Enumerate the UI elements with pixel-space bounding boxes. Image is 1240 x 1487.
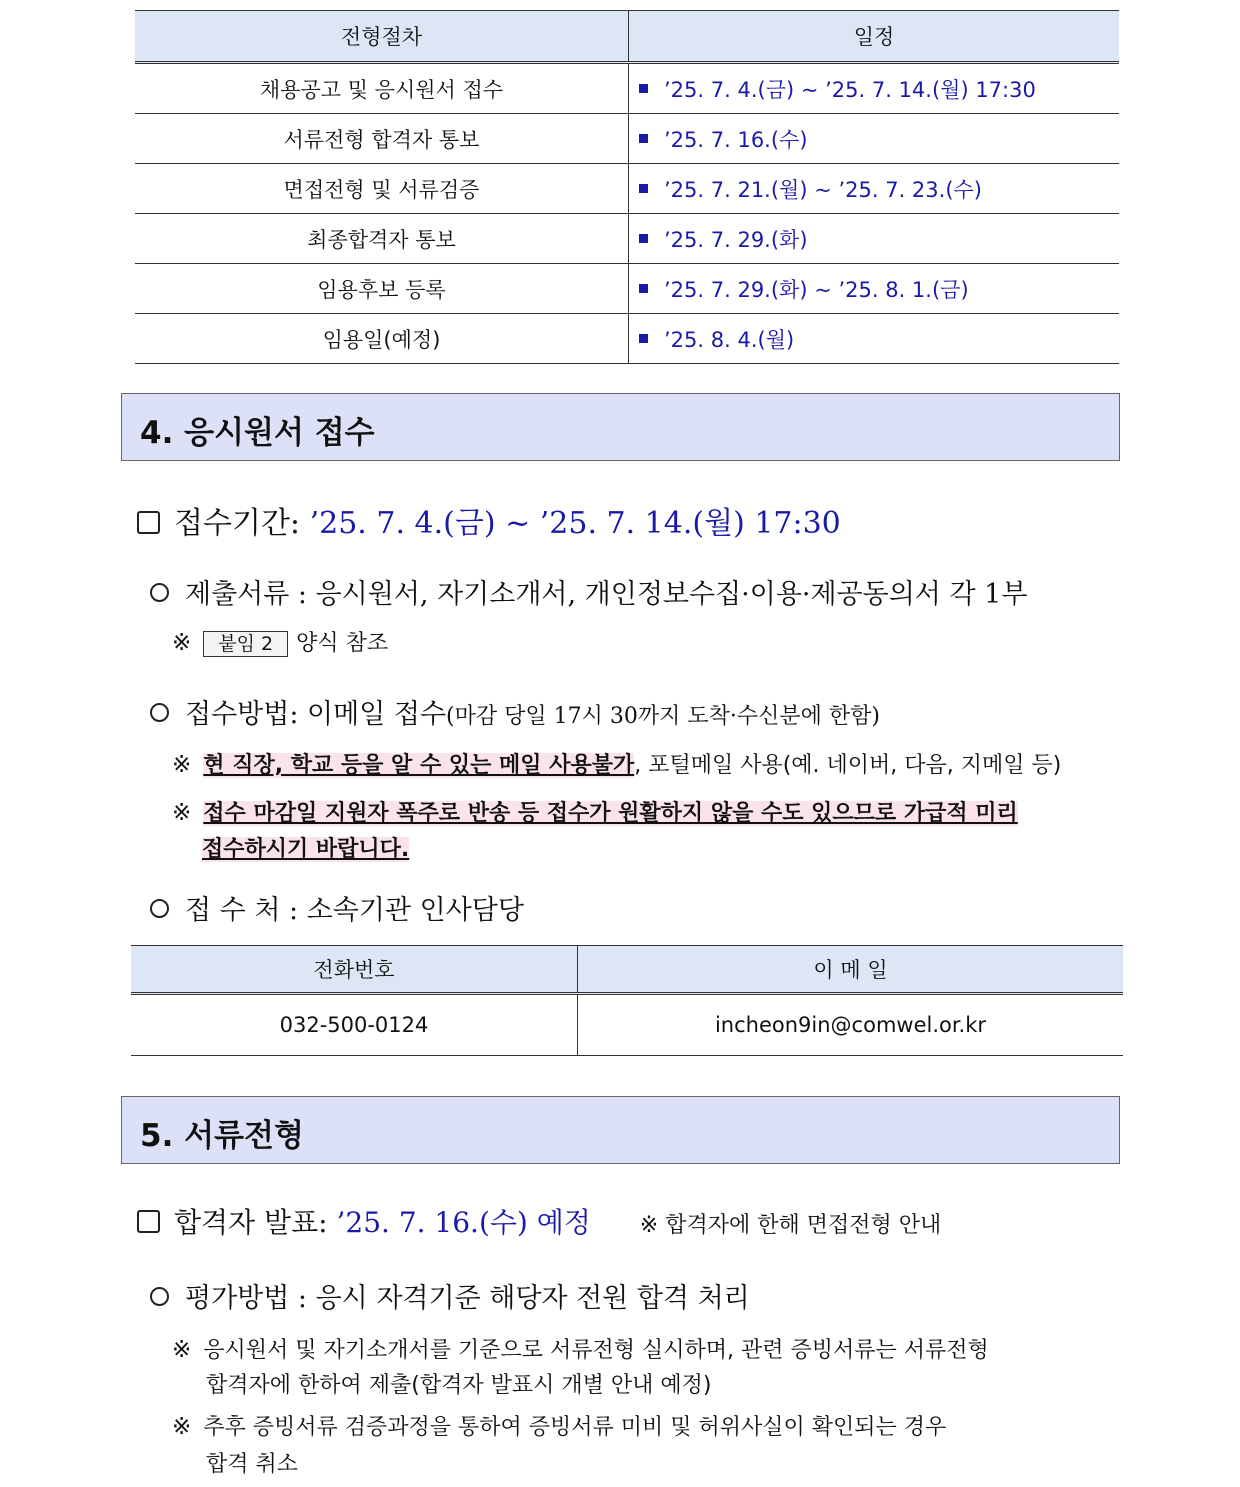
attachment-badge: 붙임 2 [203, 631, 288, 657]
square-bullet-icon [639, 284, 648, 293]
contact-header-email: 이 메 일 [578, 946, 1124, 994]
table-row [135, 314, 1119, 364]
contact-email: incheon9in@comwel.or.kr [578, 994, 1124, 1056]
schedule-step: 채용공고 및 응시원서 접수 [135, 63, 629, 114]
contact-table [131, 945, 1123, 1056]
section-4-header [121, 393, 1120, 461]
checkbox-icon [137, 1210, 160, 1233]
circle-bullet-icon [150, 703, 169, 722]
schedule-step: 임용일(예정) [135, 314, 629, 364]
square-bullet-icon [639, 334, 648, 343]
table-row [135, 164, 1119, 214]
schedule-step: 서류전형 합격자 통보 [135, 114, 629, 164]
eval-line [150, 1276, 750, 1315]
schedule-step: 최종합격자 통보 [135, 214, 629, 264]
method-note-2 [172, 796, 1018, 827]
method-note-1 [172, 748, 1061, 779]
schedule-date: ’25. 7. 16.(수) [664, 127, 808, 152]
table-row [135, 214, 1119, 264]
eval-note-2-line-1: 추후 증빙서류 검증과정을 통하여 증빙서류 미비 및 허위사실이 확인되는 경우 [203, 1415, 947, 1440]
method-line [150, 692, 880, 731]
schedule-date: ’25. 8. 4.(월) [664, 327, 795, 352]
announce-value: ’25. 7. 16.(수) 예정 [336, 1206, 591, 1239]
table-row [135, 264, 1119, 314]
square-bullet-icon [639, 184, 648, 193]
note-2-line-1: 접수 마감일 지원자 폭주로 반송 등 접수가 원활하지 않을 수도 있으므로 가급적 미리 [203, 801, 1018, 826]
docs-line [150, 572, 1027, 611]
reference-mark: ※ [172, 630, 192, 656]
announce-label: 합격자 발표: [174, 1206, 328, 1239]
table-row [135, 114, 1119, 164]
place-line [150, 888, 524, 927]
period-label: 접수기간: [174, 506, 301, 541]
attachment-line [172, 626, 388, 657]
period-line [137, 498, 841, 542]
circle-bullet-icon [150, 583, 169, 602]
schedule-header-date: 일정 [629, 11, 1120, 63]
schedule-date: ’25. 7. 4.(금) ~ ’25. 7. 14.(월) 17:30 [664, 77, 1036, 102]
table-row [131, 994, 1123, 1056]
period-value: ’25. 7. 4.(금) ~ ’25. 7. 14.(월) 17:30 [309, 506, 841, 541]
eval-note-2 [172, 1410, 946, 1441]
eval-note-1-line-2: 합격자에 한하여 제출(합격자 발표시 개별 안내 예정) [206, 1373, 712, 1398]
section-5-header [121, 1096, 1120, 1164]
docs-text: 제출서류 : 응시원서, 자기소개서, 개인정보수집·이용·제공동의서 각 1부 [185, 579, 1028, 610]
circle-bullet-icon [150, 899, 169, 918]
announce-note: ※ 합격자에 한해 면접전형 안내 [639, 1213, 942, 1238]
reference-mark: ※ [172, 1414, 192, 1440]
square-bullet-icon [639, 234, 648, 243]
method-note: (마감 당일 17시 30까지 도착·수신분에 한함) [446, 704, 880, 729]
section-4-title: 4. 응시원서 접수 [140, 415, 375, 451]
reference-mark: ※ [172, 1337, 192, 1363]
schedule-step: 임용후보 등록 [135, 264, 629, 314]
schedule-date: ’25. 7. 21.(월) ~ ’25. 7. 23.(수) [664, 177, 983, 202]
reference-mark: ※ [172, 752, 192, 778]
method-value: 이메일 접수 [307, 699, 447, 730]
contact-phone: 032-500-0124 [131, 994, 578, 1056]
place-text: 접 수 처 : 소속기관 인사담당 [185, 895, 524, 926]
eval-note-1-line-1: 응시원서 및 자기소개서를 기준으로 서류전형 실시하며, 관련 증빙서류는 서류전형 [203, 1338, 989, 1363]
note-2-line-2: 접수하시기 바랍니다. [202, 837, 410, 862]
eval-text: 평가방법 : 응시 자격기준 해당자 전원 합격 처리 [185, 1283, 750, 1314]
square-bullet-icon [639, 134, 648, 143]
method-label: 접수방법: [185, 699, 299, 730]
schedule-step: 면접전형 및 서류검증 [135, 164, 629, 214]
note-1-rest: , 포털메일 사용(예. 네이버, 다음, 지메일 등) [634, 753, 1062, 778]
circle-bullet-icon [150, 1287, 169, 1306]
attachment-note: 양식 참조 [296, 631, 389, 656]
contact-header-phone: 전화번호 [131, 946, 578, 994]
schedule-table [135, 10, 1119, 364]
square-bullet-icon [639, 84, 648, 93]
schedule-header-step: 전형절차 [135, 11, 629, 63]
note-1-highlight: 현 직장, 학교 등을 알 수 있는 메일 사용불가 [203, 753, 635, 778]
eval-note-1 [172, 1333, 989, 1364]
table-row [135, 63, 1119, 114]
schedule-date: ’25. 7. 29.(화) [664, 227, 808, 252]
eval-note-2-line-2: 합격 취소 [206, 1452, 299, 1477]
schedule-date: ’25. 7. 29.(화) ~ ’25. 8. 1.(금) [664, 277, 969, 302]
reference-mark: ※ [172, 800, 192, 826]
section-5-title: 5. 서류전형 [140, 1118, 304, 1154]
checkbox-icon [137, 511, 160, 534]
announce-line [137, 1201, 941, 1241]
